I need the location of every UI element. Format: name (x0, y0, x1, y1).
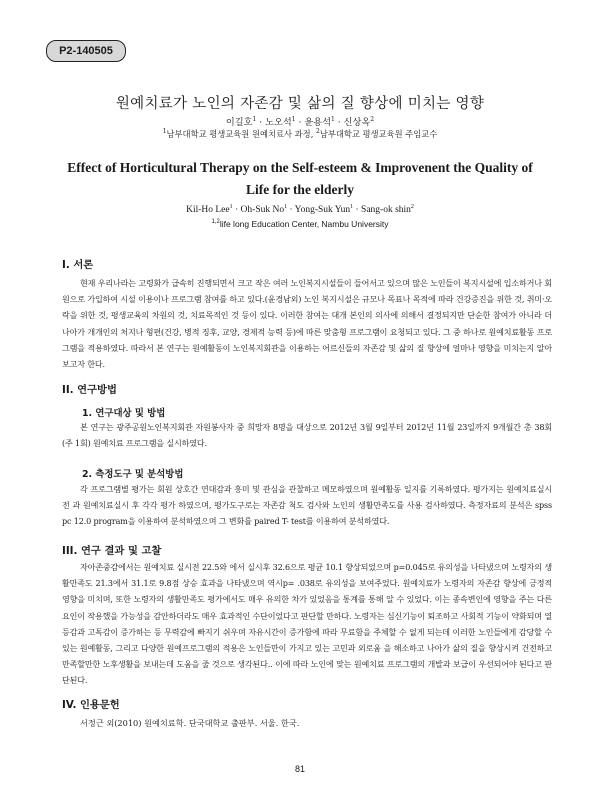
affiliation-mark: 1 (284, 203, 288, 210)
measurement-paragraph: 각 프로그램별 평가는 회원 상호간 연대감과 흥미 및 관심을 관찰하고 메모하였으며 원예활동 일지를 기록하였다. 평가지는 원예치료실시전 과 원예치료실시 후 각각 평가 하였으며, 평가도구로는 자존감 척도 검사와 노인의 생활만족도를 사용 검사하였다. 측정자료의 분석은 spss pc 12.0 program을 이용하여 분석하였으며 그 변화를 paired T- test를 이용하여 분석하였다. (62, 485, 552, 527)
affiliation-english (0, 219, 600, 229)
section-heading-references: IV. 인용문헌 (62, 699, 120, 711)
subsection-heading-subjects: 1. 연구대상 및 방법 (82, 408, 166, 419)
section-heading-intro: I. 서론 (62, 259, 94, 271)
author-name: Yong-Suk Yun (294, 205, 351, 215)
affiliation-mark: 1 (291, 115, 296, 123)
affiliation-mark: 1,2 (211, 219, 220, 226)
paper-title-english: Effect of Horticultural Therapy on the Self-esteem & Improvenent the Quality of Life for the elderly (67, 160, 533, 197)
affiliation-korean (0, 128, 600, 140)
author-name: Oh-Suk No (240, 205, 285, 215)
reference-item: 서정근 외(2010) 원예치료학. 단국대학교 출판부. 서울. 한국. (80, 718, 300, 728)
subsection-heading-measurement: 2. 측정도구 및 분석방법 (82, 469, 184, 480)
author-list-english (0, 205, 600, 215)
affiliation-mark: 2 (315, 128, 320, 136)
author-name: 이길호 (225, 117, 253, 128)
author-name: 신상옥 (343, 117, 371, 128)
affiliation-mark: 1 (162, 128, 167, 136)
affiliation-mark: 1 (252, 115, 257, 123)
separator: · (259, 117, 263, 128)
section-heading-method: II. 연구방법 (62, 384, 117, 396)
affiliation-mark: 1 (229, 203, 233, 210)
separator: · (298, 117, 302, 128)
page-number: 81 (294, 764, 305, 774)
separator: · (337, 117, 341, 128)
separator: · (235, 205, 239, 215)
author-name: 윤용석 (304, 117, 332, 128)
author-list-korean (0, 114, 600, 128)
section-heading-results: III. 연구 결과 및 고찰 (62, 545, 162, 557)
subjects-paragraph: 본 연구는 광주공원노인복지회관 자원봉사자 중 희망자 8명을 대상으로 2012년 3월 9일부터 2012년 11월 23일까지 9개월간 총 38회(주 1회) 원예치료 프로그램을 실시하였다. (62, 423, 552, 449)
affiliation-mark: 2 (410, 203, 414, 210)
affiliation-text: 남부대학교 평생교육원 원예치료사 과정, (166, 129, 314, 139)
abstract-code-badge: P2-140505 (46, 40, 126, 62)
intro-paragraph: 현재 우리나라는 고령화가 급속히 진행되면서 크고 작은 여러 노인복지시설들이 들어서고 있으며 많은 노인들이 복지시설에 입소하거나 회원으로 가입하여 시설 이용이나 프로그램 참여를 하고 있다.(윤경남외) 노인 복지시설은 규모나 목표나 목적에 따라 건강증진을 위한 것, 취미·오락을 위한 것, 평생교육의 차원의 것, 치료목적인 것 등이 있다. 이러한 참여는 대개 본인의 의사에 의해서 결정되지만 단순한 참여가 아니라 더 나아가 개개인의 처지나 형편(건강, 병적 징후, 교양, 경제적 능력 등)에 따른 맞춤형 프로그램이 요청되고 있다. 그 중 하나로 원예치료활동 프로그램을 적용하였다. 따라서 본 연구는 원예활동이 노인복지회관을 이용하는 어르신들의 자존감 및 삶의 질 향상에 얼마나 영향을 미치는지 알아보고자 한다. (62, 279, 552, 370)
affiliation-mark: 1 (350, 203, 354, 210)
affiliation-text: life long Education Center, Nambu University (219, 219, 389, 229)
results-paragraph: 자아존중감에서는 원예치료 실시전 22.5와 에서 실시후 32.6으로 평균 10.1 향상되었으며 p=0.045로 유의성을 나타냈으며 노령자의 생활만족도 21.3에서 31.1로 9.8점 상승 효과을 나타냈으며 역시p= .038로 유의성을 보여주었다. 원예치료가 노령자의 자존감 향상에 긍정적 영향을 미치며, 또한 노령자의 생활만족도 평가에서도 매우 유의한 차가 있었음을 통계를 통해 알 수 있었다. 이는 종속변인에 영향을 주는 다른 요인이 작용했을 가능성을 감안하더라도 매우 효과적인 수단이었다고 판단할 만하다. 노령자는 심신기능이 퇴조하고 사회적 기능이 약화되며 열등감과 고독감이 증가하는 등 무력감에 빠지기 쉬우며 자유시간이 증가함에 따라 무료함을 주체할 수 없게 되는데 이러한 노인들에게 감당할 수 있는 원예활동, 그리고 다양한 원예프로그램의 적용은 노인들만이 가지고 있는 고민과 외로움 을 해소하고 나아가 삶의 질을 향상시켜 건전하고 만족할만한 노후생활을 보내는데 도움을 줄 것으로 생각된다.. 이에 따라 노인에 맞는 원예치료 프로그램의 개발과 보급이 우선되어야 된다고 판단된다. (62, 563, 552, 686)
affiliation-mark: 2 (370, 115, 375, 123)
separator: · (289, 205, 293, 215)
paper-title-korean: 원예치료가 노인의 자존감 및 삶의 질 향상에 미치는 영향 (115, 96, 485, 112)
affiliation-mark: 1 (331, 115, 335, 123)
author-name: 노오석 (265, 117, 292, 128)
author-name: Kil-Ho Lee (186, 205, 230, 215)
separator: · (355, 205, 359, 215)
author-name: Sang-ok shin (361, 205, 411, 215)
affiliation-text: 남부대학교 평생교육원 주임교수 (319, 129, 438, 139)
